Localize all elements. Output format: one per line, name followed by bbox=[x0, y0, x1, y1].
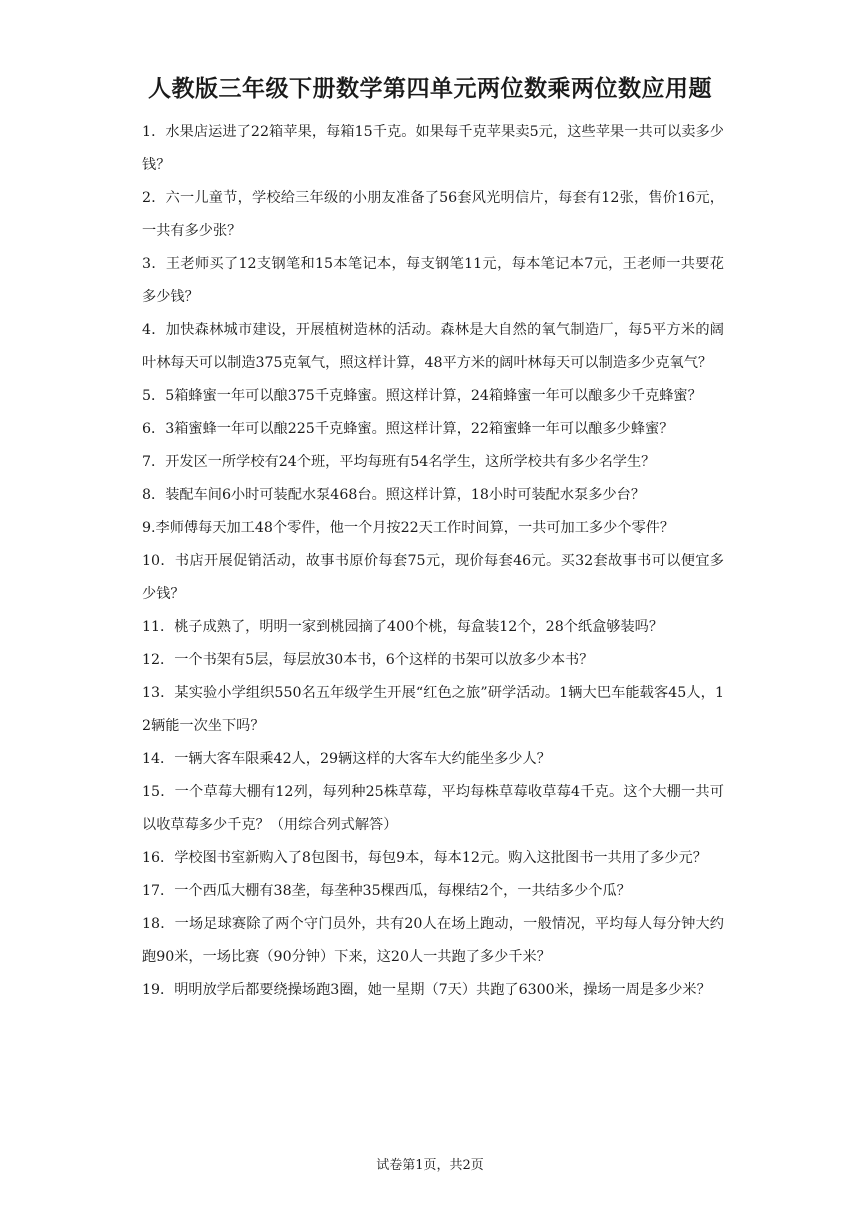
question-item: 5．5箱蜂蜜一年可以酿375千克蜂蜜。照这样计算，24箱蜂蜜一年可以酿多少千克蜂蜜？ bbox=[142, 388, 702, 404]
question-item: 10．书店开展促销活动，故事书原价每套75元，现价每套46元。买32套故事书可以便宜多少钱？ bbox=[142, 553, 724, 602]
question-item: 1．水果店运进了22箱苹果，每箱15千克。如果每千克苹果卖5元，这些苹果一共可以卖多少钱？ bbox=[142, 124, 724, 173]
question-item: 8．装配车间6小时可装配水泵468台。照这样计算，18小时可装配水泵多少台？ bbox=[142, 487, 646, 503]
question-item: 16．学校图书室新购入了8包图书，每包9本，每本12元。购入这批图书一共用了多少元？ bbox=[142, 850, 707, 866]
question-item: 18．一场足球赛除了两个守门员外，共有20人在场上跑动，一般情况，平均每人每分钟大约跑90米，一场比赛（90分钟）下来，这20人一共跑了多少千米？ bbox=[142, 916, 724, 965]
question-item: 15．一个草莓大棚有12列，每列种25株草莓，平均每株草莓收草莓4千克。这个大棚一共可以收草莓多少千克？（用综合列式解答） bbox=[142, 784, 724, 833]
question-item: 12．一个书架有5层，每层放30本书，6个这样的书架可以放多少本书？ bbox=[142, 652, 594, 668]
page-footer: 试卷第1页，共2页 bbox=[376, 1158, 484, 1173]
question-item: 11．桃子成熟了，明明一家到桃园摘了400个桃，每盒装12个，28个纸盒够装吗？ bbox=[142, 619, 664, 635]
question-item: 6．3箱蜜蜂一年可以酿225千克蜂蜜。照这样计算，22箱蜜蜂一年可以酿多少蜂蜜？ bbox=[142, 421, 674, 437]
question-item: 2．六一儿童节，学校给三年级的小朋友准备了56套风光明信片，每套有12张，售价16元，一共有多少张？ bbox=[142, 190, 724, 239]
question-item: 9.李师傅每天加工48个零件，他一个月按22天工作时间算，一共可加工多少个零件？ bbox=[142, 520, 675, 536]
question-item: 17．一个西瓜大棚有38垄，每垄种35棵西瓜，每棵结2个，一共结多少个瓜？ bbox=[142, 883, 631, 899]
question-item: 14．一辆大客车限乘42人，29辆这样的大客车大约能坐多少人？ bbox=[142, 751, 551, 767]
question-item: 4．加快森林城市建设，开展植树造林的活动。森林是大自然的氧气制造厂，每5平方米的阔叶林每天可以制造375克氧气，照这样计算，48平方米的阔叶林每天可以制造多少克氧气？ bbox=[142, 322, 724, 371]
question-item: 19．明明放学后都要绕操场跑3圈，她一星期（7天）共跑了6300米，操场一周是多少米？ bbox=[142, 982, 711, 998]
question-item: 7．开发区一所学校有24个班，平均每班有54名学生，这所学校共有多少名学生？ bbox=[142, 454, 656, 470]
question-item: 13．某实验小学组织550名五年级学生开展“红色之旅”研学活动。1辆大巴车能载客45人，12辆能一次坐下吗？ bbox=[142, 685, 724, 734]
page-title: 人教版三年级下册数学第四单元两位数乘两位数应用题 bbox=[148, 75, 712, 102]
question-item: 3．王老师买了12支钢笔和15本笔记本，每支钢笔11元，每本笔记本7元，王老师一共要花多少钱？ bbox=[142, 256, 724, 305]
question-list bbox=[142, 116, 724, 1007]
